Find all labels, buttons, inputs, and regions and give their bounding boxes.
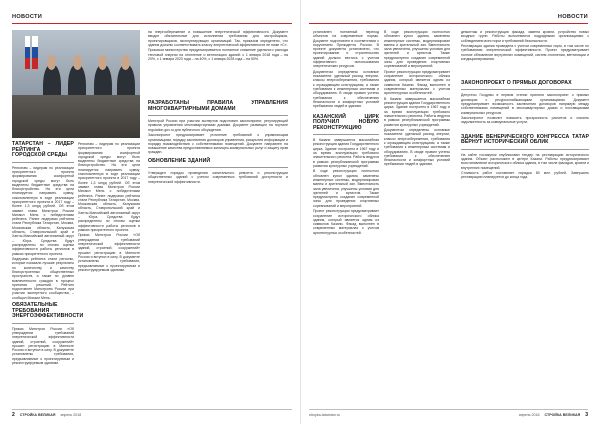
article-paragraph: Регионам – лидерам по реализации приоритетного проекта формирования комфортной городской среды могут быть выделены бюджетные средства на благоустройство. На эти цели планируется направить сумму, сэкономленную в ходе реализации приоритетного проекта в 2017 году – более 1,3 млрд рублей. Об этом заявил глава Минстроя России Михаил Мень с победителями рейтинга. Ранее лидерами рейтинга стали Республика Татарстан, Москва, Московская область, Калужская область, Ставропольский край и Ханты-Мансийский автономный округ – Югра. Средства будут распределены по итогам оценки эффективности работы регионов в рамках приоритетного проекта. xyxy=(78,142,140,232)
meeting-photo xyxy=(12,30,140,138)
article-paragraph: Проект реконструкции предусматривает сохранение исторического облика здания, который является одним из символов Казани. Фасад выполнен в современных материалах с учетом архитектурных особенностей. xyxy=(384,69,450,96)
header-divider xyxy=(309,23,588,24)
person-head xyxy=(73,55,82,70)
article-paragraph: В Казани завершается масштабная реконструкция здания Государственного цирка. Здание построено в 1967 году и за время эксплуатации требовало значительного ремонта. Работы ведутся в рамках республиканской программы развития культурных учреждений. xyxy=(384,96,450,127)
section-label: НОВОСТИ xyxy=(557,14,588,20)
article-paragraph: Законопроект предусматривает уточнение требований к управляющим организациям, порядку заключения договоров управления, раскрытия информации и порядку взаимодействия с собственниками помещений. Документ направлен на повышение качества предоставляемых жилищно-коммунальных услуг и защиту прав граждан. xyxy=(148,133,288,155)
header-divider xyxy=(12,23,292,24)
article-paragraph: В ходе реконструкции полностью обновлен купол здания, заменены инженерные системы, модернизирован манеж и зрительный зал. Вместимость зала увеличена, улучшены условия для зрителей и артистов. Также предусмотрено создание современной зоны для проведения спортивных соревнований и мероприятий. xyxy=(384,30,450,69)
left-column-2 xyxy=(78,142,140,406)
page-number: 2 xyxy=(12,412,15,418)
meeting-table xyxy=(12,95,140,138)
article-title: ОБНОВЛЕНИЕ ЗДАНИЙ xyxy=(148,157,211,164)
article-paragraph: Документом определены основные показатели: удельный расход энергии, классы энергосбережения, требования к ограждающим конструкциям, а также требования к инженерным системам и оборудованию. В своде правил учтены требования к обеспечению безопасности и комфортных условий пребывания людей в зданиях. xyxy=(313,69,379,109)
magazine-brand: СТРОЙКА ВЕЛИКАЯ xyxy=(19,413,56,417)
article-paragraph: на энергосбережение и повышение энергетической эффективности. Документ вводит обязательные для исполнения требования для застройщиков, проектировщиков, эксплуатирующих организаций. Так, приказом определено, что здания должны соответствовать классу энергетической эффективности не ниже «C». xyxy=(148,30,288,47)
page-number: 3 xyxy=(585,412,588,418)
flag-icon xyxy=(25,36,30,68)
right-column-2 xyxy=(384,30,450,406)
title-divider xyxy=(313,134,379,135)
article-paragraph: На сайте госзакупок опубликован тендер на реставрацию исторического здания. Объект расположен в центре Казани. Работы предусматривают восстановление исторического облика здания, в том числе фасадов, кровли и внутренних помещений. xyxy=(461,152,589,170)
article-paragraph: демонтаж и реконструкция фасада, замена кровли, устройство новых входных групп. Работы выполняются подрядными организациями с соблюдением всех норм и требований безопасности. xyxy=(461,30,589,43)
article-paragraph: Документом определены основные показатели: удельный расход энергии, классы энергосбережения, требования к ограждающим конструкциям, а также требования к инженерным системам и оборудованию. В своде правил учтены требования к обеспечению безопасности и комфортных условий пребывания людей в зданиях. xyxy=(384,128,450,167)
title-divider xyxy=(12,162,74,163)
left-footer xyxy=(12,412,81,418)
flag-icon xyxy=(32,36,37,68)
magazine-brand: СТРОЙКА ВЕЛИКАЯ xyxy=(544,413,581,417)
title-divider xyxy=(148,167,288,168)
article-paragraph: Приказ Минстроя России «Об утверждении требований энергетической эффективности зданий, строений, сооружений» прошел регистрацию в Минюсте России и вступил в силу. В документе установлены требования, предъявляемые к проектируемым и реконструируемым зданиям. xyxy=(12,326,74,365)
article-paragraph: Реставрация здания проведена с учетом современных норм, в том числе по требованиям энергетической эффективности. Проект предусматривает полное обновление внутренних помещений, систем отопления, вентиляции и кондиционирования. xyxy=(461,44,589,61)
article-paragraph: Лидерами рейтинга стали регионы, которые показали лучшие результаты по количеству и качеству благоустроенных общественных пространств, а также по уровню вовлеченности граждан в процесс принятия решений. Рейтинг подготовлен Минстроем России при участии экспертного сообщества, – сообщил Михаил Мень. xyxy=(12,257,74,300)
title-divider xyxy=(461,149,589,150)
left-column-3 xyxy=(148,30,288,406)
article-paragraph: Депутаты Госдумы в первом чтении приняли законопроект о прямых договорах с ресурсоснабжающими организациями. Документ предусматривает возможность заключения договоров напрямую между собственниками помещений в многоквартирных домах и поставщиками коммунальных ресурсов. xyxy=(461,93,589,115)
article-paragraph: Минстрой России при участии экспертов подготовил законопроект, регулирующий правила управления многоквартирными домами. Документ размещен на портале regulation.gov.ru для публичного обсуждения. xyxy=(148,119,288,132)
article-title: ОБЯЗАТЕЛЬНЫЕ ТРЕБОВАНИЯ ЭНЕРГОЭФФЕКТИВНОСТИ xyxy=(12,302,84,320)
article-paragraph: Приказом министерства предусматривается поэтапное снижение удельного расхода тепловой энергии на отопление и вентиляцию зданий: с 1 января 2018 года – на 20%, с 1 января 2023 года – на 40%, с 1 января 2028 года – на 50%. xyxy=(148,48,288,61)
footer-divider xyxy=(12,409,292,410)
article-paragraph: Регионам – лидерам по реализации приоритетного проекта формирования комфортной городской среды могут быть выделены бюджетные средства на благоустройство. На эти цели планируется направить сумму, сэкономленную в ходе реализации приоритетного проекта в 2017 году – более 1,3 млрд рублей. Об этом заявил глава Минстроя России Михаил Мень с победителями рейтинга. Ранее лидерами рейтинга стали Республика Татарстан, Москва, Московская область, Калужская область, Ставропольский край и Ханты-Мансийский автономный округ – Югра. Средства будут распределены по итогам оценки эффективности работы регионов в рамках приоритетного проекта. xyxy=(12,165,74,256)
article-title: КАЗАНСКИЙ ЦИРК ПОЛУЧИЛ НОВУЮ РЕКОНСТРУКЦИЮ xyxy=(313,113,379,131)
article-title: ЗДАНИЕ ВЕНЕРИЧЕСКОГО КОНГРЕССА ТАТАР ВЕРНУТ ИСТОРИЧЕСКИЙ ОБЛИК xyxy=(461,133,589,146)
article-paragraph: установлен поэтапный переход объектов на современные нормы. Документ подготовлен в соответствии с поручением Президента России. В проекте документа установлено, что проектирование и строительство зданий должно вестись с учетом эффективного использования энергетических ресурсов. xyxy=(313,30,379,69)
section-label: НОВОСТИ xyxy=(12,14,43,20)
article-paragraph: Приказ Минстроя России «Об утверждении требований энергетической эффективности зданий, строений, сооружений» прошел регистрацию в Минюсте России и вступил в силу. В документе установлены требования, предъявляемые к проектируемым и реконструируемым зданиям. xyxy=(78,233,140,272)
article-title: ЗАКОНОПРОЕКТ О ПРЯМЫХ ДОГОВОРАХ xyxy=(461,80,572,87)
article-paragraph: Проект реконструкции предусматривает сохранение исторического облика здания, который является одним из символов Казани. Фасад выполнен в современных материалах с учетом архитектурных особенностей. xyxy=(313,209,379,235)
right-footer xyxy=(309,412,588,418)
article-paragraph: Законопроект позволит повысить прозрачность расчетов и снизить задолженность за коммунальные услуги. xyxy=(461,116,589,125)
right-column-1 xyxy=(313,30,379,406)
title-divider xyxy=(461,89,589,90)
issue-date: апрель 2018 xyxy=(60,413,82,417)
right-page xyxy=(300,0,600,424)
left-column-1 xyxy=(12,141,84,406)
article-paragraph: Стоимость работ составляет порядка 80 млн рублей. Завершить реставрацию планируется до конца года. xyxy=(461,171,589,180)
article-paragraph: Утвержден порядок проведения капитального ремонта и реконструкции общественных зданий с учетом современных требований доступности и энергетической эффективности. xyxy=(148,170,288,184)
article-paragraph: В Казани завершается масштабная реконструкция здания Государственного цирка. Здание построено в 1967 году и за время эксплуатации требовало значительного ремонта. Работы ведутся в рамках республиканской программы развития культурных учреждений. xyxy=(313,138,379,168)
article-title: РАЗРАБОТАНЫ ПРАВИЛА УПРАВЛЕНИЯ МНОГОКВАРТИРНЫМИ ДОМАМИ xyxy=(148,100,288,112)
issue-date: апрель 2018 xyxy=(518,413,540,417)
right-column-3 xyxy=(461,30,589,406)
site-url: stroyka-tatarstan.ru xyxy=(309,413,340,417)
title-divider xyxy=(148,115,288,116)
title-divider xyxy=(12,323,74,324)
footer-divider xyxy=(309,409,588,410)
article-title: ТАТАРСТАН – ЛИДЕР РЕЙТИНГА ГОРОДСКОЙ СРЕДЫ xyxy=(12,141,74,159)
article-paragraph: В ходе реконструкции полностью обновлен купол здания, заменены инженерные системы, модернизирован манеж и зрительный зал. Вместимость зала увеличена, улучшены условия для зрителей и артистов. Также предусмотрено создание современной зоны для проведения спортивных соревнований и мероприятий. xyxy=(313,169,379,208)
